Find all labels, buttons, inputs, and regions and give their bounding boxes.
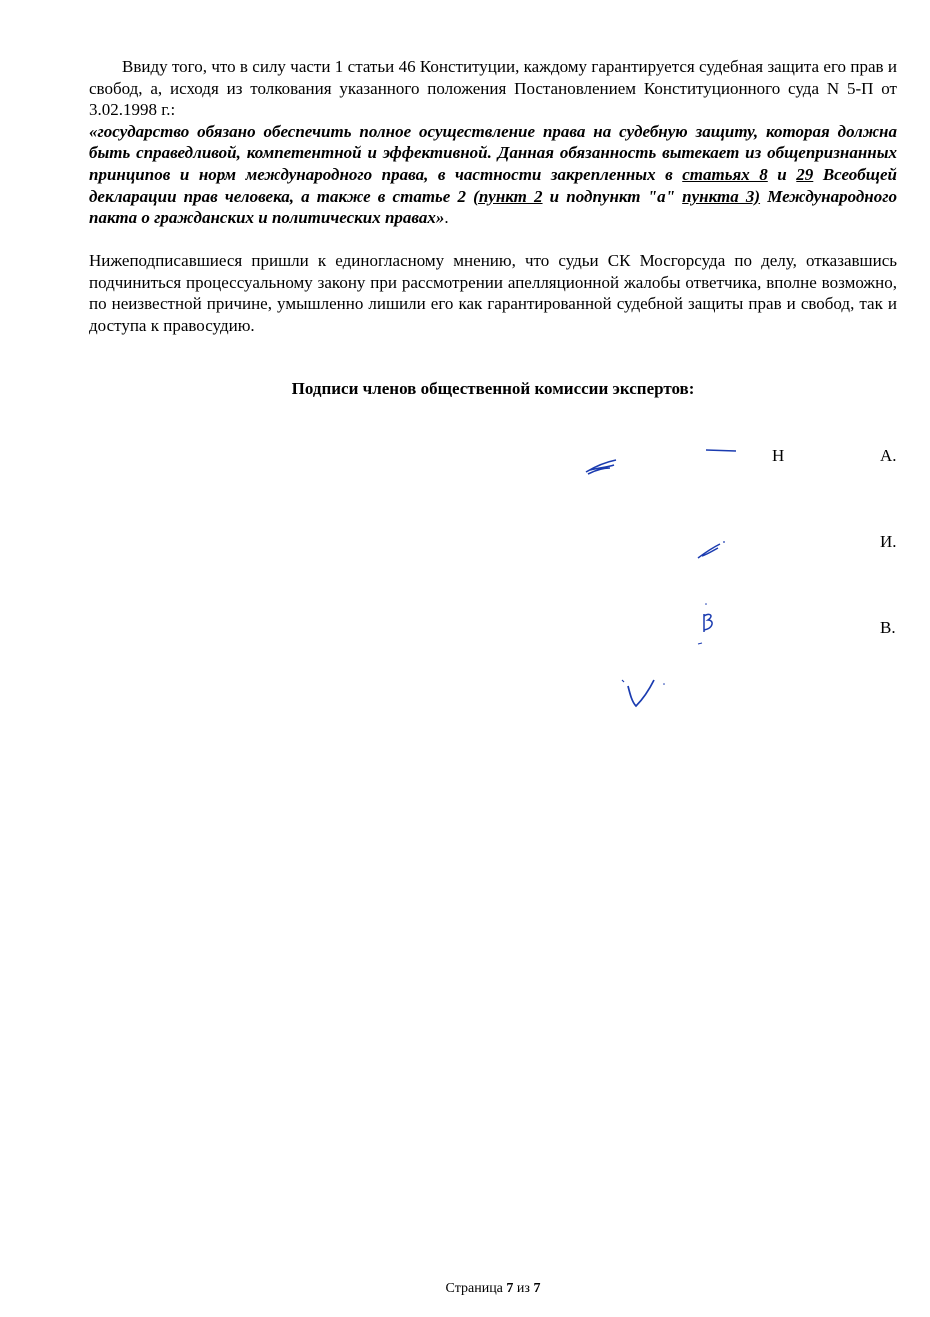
handwritten-signature bbox=[618, 668, 688, 718]
current-page-number: 7 bbox=[506, 1281, 514, 1296]
paragraph-intro: Ввиду того, что в силу части 1 статьи 46 Конституции, каждому гарантируется судебная защита его прав и свобод, а, исходя из толкования указанного положения Постановлением Конституционного суда N 5-П от 3.02.1998 г.: bbox=[89, 57, 897, 120]
signature-row bbox=[570, 528, 900, 588]
signatures-heading: Подписи членов общественной комиссии экспертов: bbox=[291, 379, 695, 398]
signature-name-right: И. bbox=[880, 532, 897, 551]
paragraph-constitution: Ввиду того, что в силу части 1 статьи 46 Конституции, каждому гарантируется судебная защита его прав и свобод, а, исходя из толкования указанного положения Постановлением Конституционного суда N 5-П от 3.02.1998 г.: «государство обязано обеспечить полное осуществление права на судебную защиту, которая должна быть справедливой, компетентной и эффективной. Данная обязанность вытекает из общепризнанных принципов и норм международного права, в частности закрепленных в статьях 8 и 29 Всеобщей декларации прав человека, а также в статье 2 (пункт 2 и подпункт "а" пункта 3) Международного пакта о гражданских и политических правах». bbox=[89, 57, 897, 228]
signature-name-right: А. bbox=[880, 446, 897, 465]
quote-block: «государство обязано обеспечить полное осуществление права на судебную защиту, которая должна быть справедливой, компетентной и эффективной. Данная обязанность вытекает из общепризнанных принципов и норм международного права, в частности закрепленных в статьях 8 и 29 Всеобщей декларации прав человека, а также в статье 2 (пункт 2 и подпункт "а" пункта 3) Международного пакта о гражданских и политических правах» bbox=[89, 121, 897, 228]
handwritten-signature bbox=[578, 440, 738, 480]
link-articles-8[interactable]: статьях 8 bbox=[682, 164, 768, 184]
handwritten-signature bbox=[692, 532, 752, 572]
signature-name-right: В. bbox=[880, 618, 896, 637]
link-point-3[interactable]: пункта 3) bbox=[682, 186, 761, 206]
link-point-2[interactable]: (пункт 2 bbox=[473, 186, 543, 206]
signature-name-left: Н bbox=[772, 446, 785, 465]
total-pages-number: 7 bbox=[533, 1281, 541, 1296]
signature-row bbox=[570, 668, 900, 728]
handwritten-signature bbox=[692, 598, 732, 648]
signature-row bbox=[570, 598, 900, 658]
page-footer: Страница 7 из 7 bbox=[445, 1281, 541, 1296]
signature-row bbox=[570, 440, 900, 500]
paragraph-conclusion: Нижеподписавшиеся пришли к единогласному мнению, что судьи СК Мосгорсуда по делу, отказавшись подчиниться процессуальному закону при рассмотрении апелляционной жалобы ответчика, вполне возможно, по неизвестной причине, умышленно лишили его как гарантированной судебной защиты прав и свобод, так и доступа к правосудию. bbox=[89, 251, 897, 335]
link-article-29[interactable]: 29 bbox=[796, 164, 814, 184]
